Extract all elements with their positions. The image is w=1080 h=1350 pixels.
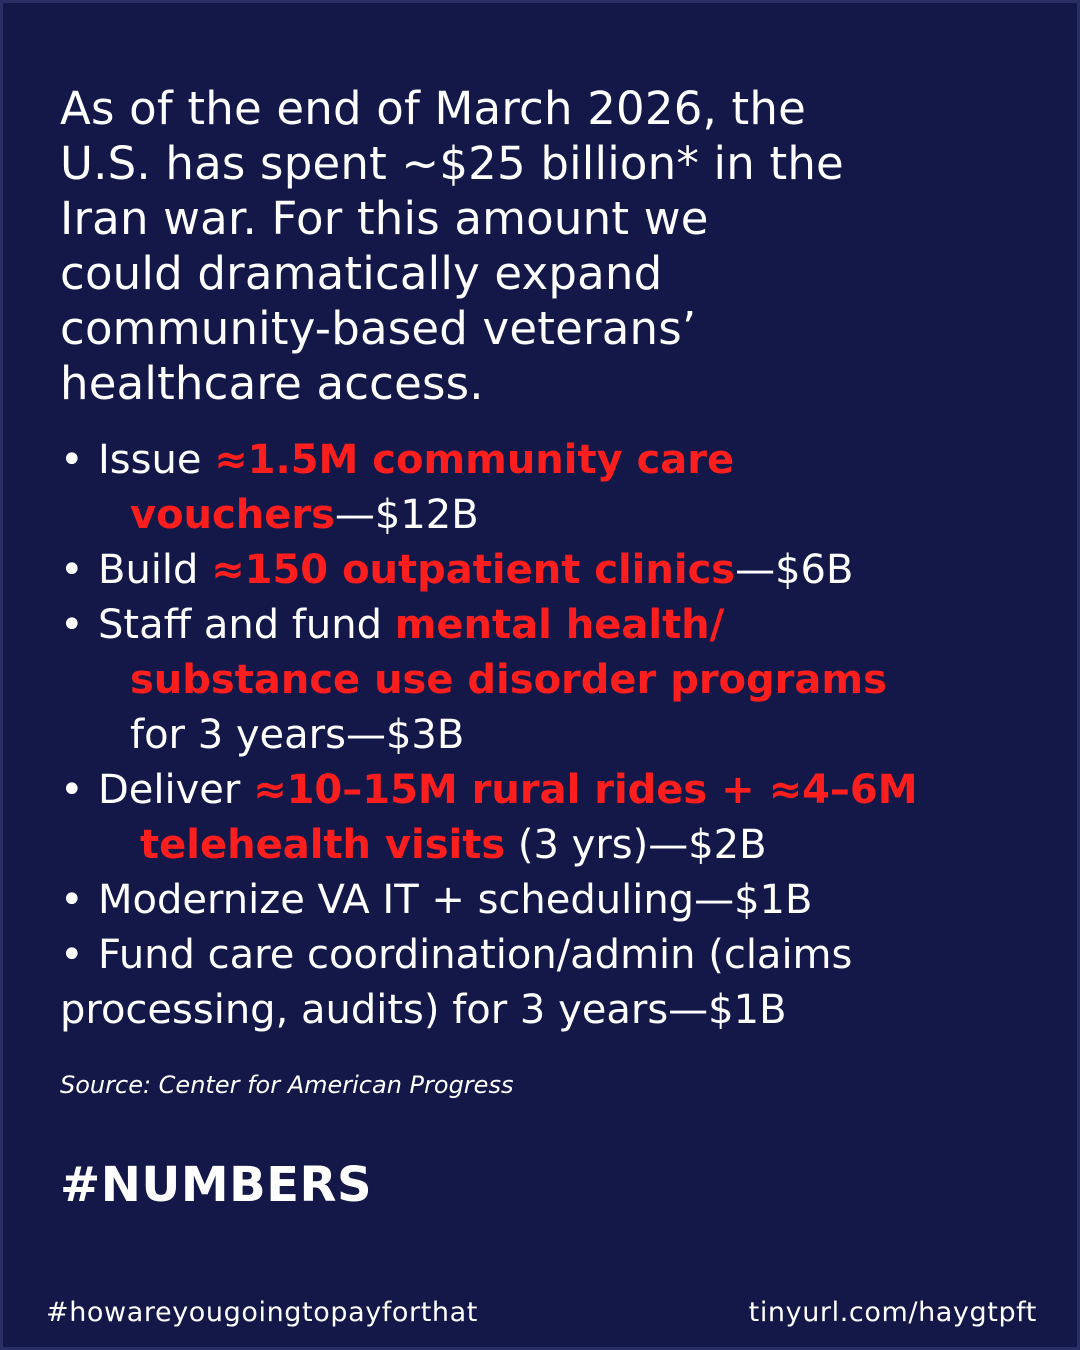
numbers-heading: #NUMBERS <box>60 1157 373 1213</box>
list-item-mental-health <box>60 598 1050 763</box>
item-text: processing, audits) for 3 years—$1B <box>60 987 787 1033</box>
list-item-admin <box>60 928 1050 1038</box>
item-text: Modernize VA IT + scheduling—$1B <box>98 877 813 923</box>
item-highlight: ≈1.5M community care <box>214 437 735 483</box>
source-citation: Source: Center for American Progress <box>60 1071 514 1099</box>
item-cost: (3 yrs)—$2B <box>505 822 767 868</box>
item-highlight: telehealth visits <box>140 822 506 868</box>
intro-line: Iran war. For this amount we <box>60 192 709 245</box>
item-cost: —$6B <box>735 547 854 593</box>
item-text: Deliver <box>98 767 254 813</box>
item-text: Issue <box>98 437 215 483</box>
item-highlight: vouchers <box>130 492 335 538</box>
intro-line: As of the end of March 2026, the <box>60 82 806 135</box>
intro-line: healthcare access. <box>60 357 484 410</box>
item-cost: —$12B <box>334 492 479 538</box>
intro-line: could dramatically expand <box>60 247 663 300</box>
list-item-vouchers <box>60 433 1050 543</box>
item-text: Build <box>98 547 212 593</box>
item-highlight: ≈150 outpatient clinics <box>211 547 736 593</box>
item-highlight: mental health/ <box>394 602 725 648</box>
item-cost: for 3 years—$3B <box>130 712 465 758</box>
footer-hashtag: #howareyougoingtopayforthat <box>46 1297 478 1328</box>
list-item-clinics <box>60 543 1050 598</box>
footer-url: tinyurl.com/haygtpft <box>748 1297 1037 1328</box>
bullet-icon: • <box>60 437 84 483</box>
intro-line: U.S. has spent ~$25 billion* in the <box>60 137 844 190</box>
bullet-icon: • <box>60 932 84 978</box>
bullet-icon: • <box>60 877 84 923</box>
item-highlight: ≈10–15M rural rides + ≈4–6M <box>253 767 918 813</box>
list-item-rides <box>60 763 1050 873</box>
list-item-it <box>60 873 1050 928</box>
bullet-icon: • <box>60 547 84 593</box>
item-highlight: substance use disorder programs <box>130 657 887 703</box>
spending-list <box>60 433 1050 1038</box>
bullet-icon: • <box>60 602 84 648</box>
intro-line: community-based veterans’ <box>60 302 697 355</box>
bullet-icon: • <box>60 767 84 813</box>
intro-paragraph <box>60 81 1040 411</box>
item-text: Staff and fund <box>98 602 395 648</box>
item-text: Fund care coordination/admin (claims <box>98 932 853 978</box>
